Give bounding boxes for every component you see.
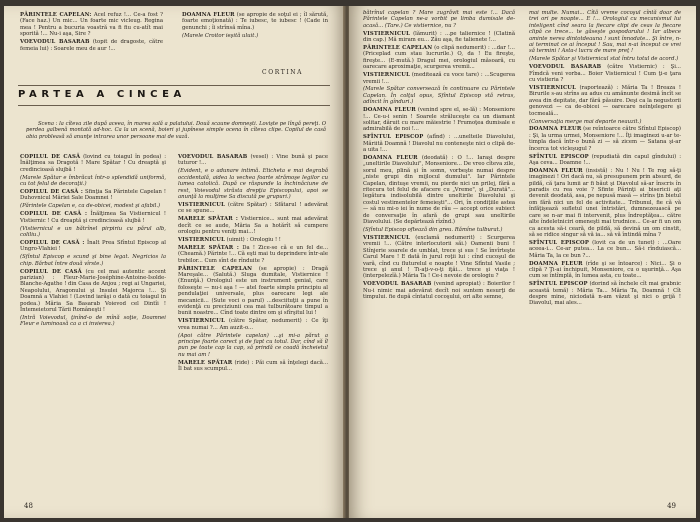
dialogue-line — [363, 45, 515, 71]
line-text: (Marele Spătar şi Vistiernicul stat întru totul de acord.) — [529, 56, 679, 63]
speaker-name: VOEVODUL BASARAB — [363, 281, 432, 288]
line-text: (Sfîntul Episcop e scund şi bine legat. Negricios la chip. Bărbat între două vîrste.) — [20, 254, 166, 267]
speaker-name: VISTIERNICUL — [363, 234, 410, 241]
dialogue-line — [178, 360, 328, 373]
speaker-name: VOEVODUL BASARAB — [529, 64, 602, 71]
speaker-name: SFÎNTUL EPISCOP — [363, 134, 424, 141]
line-text: (repudiată din capul gîndului) : Aşa ceva... Doamne !... — [529, 153, 681, 166]
left-top-column-a — [20, 12, 163, 53]
dialogue-line — [363, 31, 515, 44]
stage-direction — [529, 56, 681, 62]
speaker-name: COPILUL DE CASĂ : — [20, 189, 83, 196]
line-text: (către Spătar, nedumerit) : Ce îţi vrea numai ?... Am auzit-o... — [178, 318, 328, 331]
dialogue-line — [20, 39, 163, 52]
line-text: (Conversaţia merge mai departe neauzit.) — [529, 118, 642, 125]
stage-direction — [363, 86, 515, 105]
speaker-name: SFÎNTUL EPISCOP — [529, 239, 589, 246]
speaker-name: COPILUL DE CASĂ : — [20, 211, 88, 218]
line-text: mai multe. Numai... Cîtă vreme cocoşul cîntă doar de trei ori pe noapte... E !... Orologiul cu mecanismul lui inteligent cînd seara la fiecare clipi de ceas la fiecare clipă ce trece... te găseşte gospodarului ! Iar albece aminte nerea dintotdeauna ! sunt înnodate... Şi între, n-ai terminat ce ai început ! Sau, mai n-ai început ce vrei să termini ! Asta-i lucru de mare preţ ! — [529, 10, 681, 55]
line-text: Înălţimea Sa Vistiernicul ! Vistiernic ! Cu dreaptă şi credincioasă slujbă ! — [20, 211, 166, 224]
line-text: Vistiernice... sunt mai adevărat decît ce se aude, Măria Sa a hotărît să cumpere orologiu pentru veniţi mai...! — [178, 216, 329, 235]
speaker-name: MARELE SPĂTAR : — [178, 216, 238, 223]
scene-description: Scena : la cîteva zile după aceea, în marea sală a palatului. Două scaune domneşti. Lovişte pe lîngă pereţi. O perdea galbenă montată ad-hoc. Ca la un scenă, boieri şi jupînese simple ocena în cîteva clipe. Copilul de casă abia probleasă să anunţe intrarea unor persoane mai de vază. — [26, 121, 326, 140]
stage-direction — [363, 227, 515, 233]
heading-rule-bottom — [18, 105, 330, 106]
line-text: Sfinţia Sa Părintele Capelan ! Duhovnicul Măriei Sale Doamnei ! — [20, 189, 166, 202]
stage-direction — [363, 10, 515, 29]
line-text: (uimit) : Orologiu ! ! — [224, 236, 281, 243]
line-text: (Sfîntul Episcop oftează din greu. Rămîne tulburat.) — [363, 227, 503, 233]
dialogue-line — [529, 281, 681, 307]
heading-rule-top — [18, 85, 330, 86]
line-text: (lovind cu toiagul în podea) : Înălţimea sa Dragotă ! Mare Spătar ! Cu dreaptă şi credincioasă slujbă ! — [20, 154, 166, 173]
right-column-2 — [529, 10, 681, 308]
speaker-name: DOAMNA FLEUR — [529, 126, 582, 133]
dialogue-line — [529, 168, 681, 238]
speaker-name: COPILUL DE CASĂ — [20, 154, 81, 160]
left-column-2 — [178, 154, 328, 374]
dialogue-line — [178, 154, 328, 167]
stage-direction — [529, 10, 681, 55]
line-text: (raportează) : Măria Ta ! Breaza ! Birurile s-au strîns au adus cu amănunte desimă încît se avea din depitate, dar fără păsuire. Deşi ca la negustorii genovezi — ca de-obicei — oarecare neînţelegere şi tocmeală... — [529, 84, 681, 117]
line-text: (vesel) : Vine bună şi pace tuturor !... — [178, 154, 328, 167]
left-column-1 — [20, 154, 166, 329]
stage-direction — [20, 175, 166, 188]
speaker-name: COPILUL DE CASĂ — [20, 268, 82, 275]
dialogue-line — [363, 72, 515, 85]
dialogue-line — [178, 237, 328, 243]
line-text: (către Vistiernic) : Şi... Fîmdcă veni vorba... Boier Vistiernicul ! Cum ţi-e ţara cu vistieria ? — [529, 64, 681, 84]
line-text: (se reîntoarce către Sfîntul Episcop) : Şi, la urma urmei, Monseniore !... Îţi imaginezi u-ar te-timpla dacă într-o bună zi — să zicem — Satana şi-ar încerca tot vicleşugul ? — [529, 126, 681, 152]
stage-direction — [178, 333, 328, 359]
right-page — [349, 6, 696, 518]
part-heading: PARTEA A CINCEA — [18, 89, 186, 100]
speaker-name: MARELE SPĂTAR : — [178, 244, 239, 251]
page-number-right: 49 — [667, 502, 676, 510]
stage-direction — [529, 119, 681, 125]
stage-direction — [20, 254, 166, 267]
speaker-name: VOEVODUL BASARAB — [20, 39, 90, 46]
dialogue-line — [182, 12, 328, 31]
line-text: (ride) : Păi cum să înţelegi dacă... Îl bat sus scumpul... — [178, 359, 329, 373]
dialogue-line — [178, 245, 328, 264]
speaker-name: VISTIERNICUL — [178, 236, 225, 243]
dialogue-line — [363, 155, 515, 225]
line-text: (Evident, e o adunare intimă. Eticheta e mai degrabă occidentală, aidea la vechea foarte strămoşe legilor cu lumea catolică. După ce răspunde la închinăciune de rest, Voievodul străsta drepţia Episcopului, apoi se anunţă la mulţime Sa discută pe grupuri.) — [178, 168, 328, 200]
line-text: (o clipă nedumerit) : ...dar !... (Priceplad cum stau lucrurile.) O, da ! Eu fireşte, fireşte... (E-mută.) Dragul mei, orologiul măsoară, cu oarecare aproximaţie, scurgerea vremii... — [363, 45, 515, 71]
line-text: (cu cel mai autentic accent parizian) : Fleur-Marie-Joséphine-Antoine-Isolde-Blanche-Agathe ! din Casa de Anjou ; regi ai Ungariei, Neapolului, Aragonului şi Insulei Majorca !... Şi Doamnă a Vlahiei ! (Lovind iarăşi o dată cu toiagul in podea.) Măria Sa Basarab Voievod cel Dintîi ! Întemeietorul Tării Româneşti ! — [20, 268, 166, 313]
stage-direction — [178, 168, 328, 200]
line-text: (se apropie de soţul ei ; îl sărută, foarte emoţionată) : Te iubesc, te iubesc ! (Cade in genunchi ; îi strînsă mîna.) — [182, 12, 328, 31]
speaker-name: VISTIERNICUL — [363, 30, 410, 37]
dialogue-line — [363, 281, 515, 300]
line-text: (venind spre el, se-lă) : Monseniore !... Ce-u-i senin ! Soarele străluceşte ca un diamant solitar, dăruit cu mare măiestrie ! Frumoţea dumisale e admirabilă de noi !... — [363, 107, 515, 133]
line-text: (lămurit) : ...pe taliernice ! (Clatină din cap.) Mă miram eu... Zău aşa, fie talienete !... — [363, 30, 515, 44]
speaker-name: DOAMNA FLEUR — [363, 107, 416, 114]
dialogue-line — [20, 12, 163, 38]
speaker-name: DOAMNA FLEUR — [363, 155, 418, 162]
line-text: Da ! Zice-se că e un fel de... (Cheamă.) Părinte !... Că eşti mai tu deprindere într-ale trebilor... Cum sînt de rînduite ? — [178, 244, 329, 264]
line-text: (topit de dragoste, către femeia lui) : Soarele meu de aur !... — [20, 39, 163, 52]
dialogue-line — [529, 154, 681, 167]
speaker-name: PĂRINTELE CAPELAN — [363, 45, 433, 52]
speaker-name: DOAMNA FLEUR — [529, 167, 583, 174]
line-text: (se apropie) : Dragă Mareşale... (Salută.) Sluga dumitale, Vistiernice ! (Enunţă.) Orologiul este un instrument genial, care foloseşte — nu-i aşa ! — atel foarte simplu principiu al pendulaţiei universale, plus oarecare legi ale mecanicii... (Sute voci o parul) ...desciituţii a pune în evidenţă cu preciziunii cea mai tulburătoare timpul a bunii noastre... Cînd toate dintre om şi sfîrşitul lui ! — [178, 265, 328, 317]
speaker-name: COPILUL DE CASĂ : — [20, 239, 85, 246]
speaker-name: DOAMNA FLEUR — [529, 260, 583, 267]
line-text: (Marele Croitor ieşită uluit.) — [182, 32, 259, 39]
line-text: (meditează cu voce tare) : ...Scugerea vremii !... — [363, 72, 515, 85]
stage-direction — [20, 203, 166, 209]
dialogue-line — [20, 269, 166, 314]
line-text: Înalt Prea Sfîntul Episcop al Ungro-Vlahiei ! — [20, 239, 166, 253]
dialogue-line — [20, 189, 166, 202]
speaker-name: VISTIERNICUL — [529, 84, 576, 91]
dialogue-line — [20, 240, 166, 253]
line-text: (insistă) : Nu ! Nu ! Te rog să-ţi imaginezi ! Ori dacă nu, să presupunem prin absurd, de pildă, că ţara lumii ar fi băut şi Diavolul să-ar înscris în paradis cu rea voie ? Sfinte Părinţi ai bisericii aţi devenit deodată, asa, pe nepusă masă — strîns ţin bietul om fără nici un fel de activitate... Tribunul, fie că vă înfăţişează sufletul unei întristări, dumnezeuască pe care se n-ar mai fi intervenit, plus îndreptăţea... către alte îndeletniciri omeneşti mai trudnice... Ce-ar fi un om ca acesta să-i ceară, de pildă, să devină un om cinstit, să se ridice singur să vă ia... să vă întindă mîna ? — [529, 167, 681, 238]
page-number-left: 48 — [24, 502, 33, 510]
dialogue-line — [20, 154, 166, 173]
line-text: (rîde şi se întoarce) : Nici... Şi o clipă ? Ţi-ai închipuit, Monseniore, cu o uşurinţă... Aşa cum se întîmplă, în lumea asta, cu toate... — [529, 260, 682, 280]
line-text: bătrînul capelan ? Mare zugrăvit mai este !... Dacă Părintele Capelan ne-a vorbit pe limba dumisale de-acasă... (Tare.) Ce vistiernice, nu ? — [363, 10, 515, 29]
dialogue-line — [178, 318, 328, 331]
dialogue-line — [529, 85, 681, 117]
speaker-name: VOEVODUL BASARAB — [178, 154, 248, 160]
dialogue-line — [363, 134, 515, 153]
dialogue-line — [529, 64, 681, 83]
dialogue-line — [529, 240, 681, 259]
dialogue-line — [178, 202, 328, 215]
speaker-name: MARELE SPĂTAR — [178, 359, 233, 366]
line-text: (Vistiernicul e un bătrînel pirpiriu cu părul alb, coliliu.) — [20, 225, 166, 238]
stage-direction — [20, 226, 166, 239]
speaker-name: DOAMNA FLEUR — [182, 12, 235, 18]
line-text: Acel refuz !... Ce-a fost ? (Face haz.) Un mic... Un foarte mic vicleug. Regina mea ! Pentru a bucuria voastră va fi fiu cu-atît mai sporită !... Nu-i aşa, Sire ? — [20, 12, 163, 38]
dialogue-line — [178, 216, 328, 235]
speaker-name: VISTIERNICUL — [178, 201, 225, 208]
line-text: (exclamă nedumerit) : Scurgerea vremii !... (Către interlocutorii săi.) Oamenii buni ! Stînjerie soarele de umblat, trece şi sus ! Se învîrteşte Carul Mare ! E dată în jurul roţii lui : cînd cucoşul de vară, cînd cu fluturelul e noapte ! Vine Sfîntul Vasile ; trece şi anul ! Ti-aţi-v-o-ţi iţăi... trece şi viaţa ! (interpelezîă.) Măria Ta ! Ce-i nevoie de orologiu ? — [363, 234, 515, 280]
speaker-name: VISTIERNICUL — [363, 72, 410, 79]
left-top-column-b — [182, 12, 328, 41]
line-text: (afînd) : ...unelteile Diavolului, Măriită Doamnă ! Diavolul nu conteneşte nici o clipă de-a uita !... — [363, 134, 515, 154]
dialogue-line — [20, 211, 166, 224]
line-text: (lovit ca de un tunet) : ...Oare aceea-i... Ce-ar putea... La ce bun... Să-i rînduiască... Măria Ta, la ce bun ?... — [529, 239, 682, 259]
speaker-name: SFÎNTUL EPISCOP — [529, 153, 589, 160]
dialogue-line — [363, 107, 515, 133]
line-text: (dorind să închele cît mai grabnic această temă) : Măria Ta... Măria Ta, Doamnă ! Cît despre mine, niciodată n-am văzut şi nici o grijă ! Diavolul, mai ales... — [529, 281, 682, 307]
dialogue-line — [178, 266, 328, 317]
line-text: (Marele Spătar e îmbrăcat într-o splendidă uniformă, cu tot felul de decoraţii.) — [20, 174, 166, 188]
speaker-name: PĂRINTELE CAPELAN — [178, 265, 253, 272]
speaker-name: SFÎNTUL EPISCOP — [529, 281, 588, 288]
stage-direction — [20, 315, 166, 328]
left-page — [4, 6, 345, 518]
line-text: (Intră Voievodul, ţinînd-o de mînă soţie, Doamnei Fleur e luminoasă ca a ci invierea.) — [20, 314, 166, 328]
dialogue-line — [529, 126, 681, 152]
dialogue-line — [529, 261, 681, 280]
line-text: (venind apropiat) : Boierilor ! Nu-i nimic mai adevărat decît noi suntem nesurţi de timpului. fie după cîntatul cocoşului, ori alte semne, — [363, 281, 515, 301]
line-text: (deodată) : O !... Iaraşi despre „uneltirile Diavolului", Monseniore... De vreo cîteva zile, sorul meu, plină şi în somn, vorbeşte numai despre „niste grupi din mijlocul dumului". Iar Părintele Capelan, dintuşe vremii, nu pierde nici un prilej, fără a ritecura tot felul de afacere cu „Vreme", şi „Durată"... legătura indisolubilă dintre uneltirile Diavolului şi costul vestimentelor femeieşti"... Ori, în condiţiile astea — să nu mi-o iei în nume de rău — accept orice subiect de conversaţie în afară de grupi sau uneltirile Diavolului. (Se depărtează rîzînd.) — [363, 155, 516, 226]
line-text: (Apoi către Părintele capelan) ...şi mi-a părut a principe foarte corect şi de fapt cu totul. Dar, cînd să îl pun pe toate cap la cap, să prindă ce coadă încheietul nu mai am ! — [178, 332, 328, 358]
dialogue-line — [363, 235, 515, 280]
line-text: (Părintele Capelan e, ca de-obicei, modest şi afabil.) — [20, 203, 161, 210]
right-column-1 — [363, 10, 515, 302]
speaker-name: VISTIERNICUL — [178, 318, 225, 325]
cortina-label: CORTINA — [262, 69, 304, 76]
stage-direction — [182, 33, 328, 39]
line-text: (Marele Spătar conversează în continuare cu Părintele Capelan. În colţul opus, Sfîntul Episcop stă retras, adîncit în gînduri.) — [363, 86, 515, 106]
line-text: (către Spătar) : Sfătarul ! adevărat ce se spune... — [178, 201, 328, 215]
speaker-name: PĂRINTELE CAPELAN: — [20, 12, 92, 18]
